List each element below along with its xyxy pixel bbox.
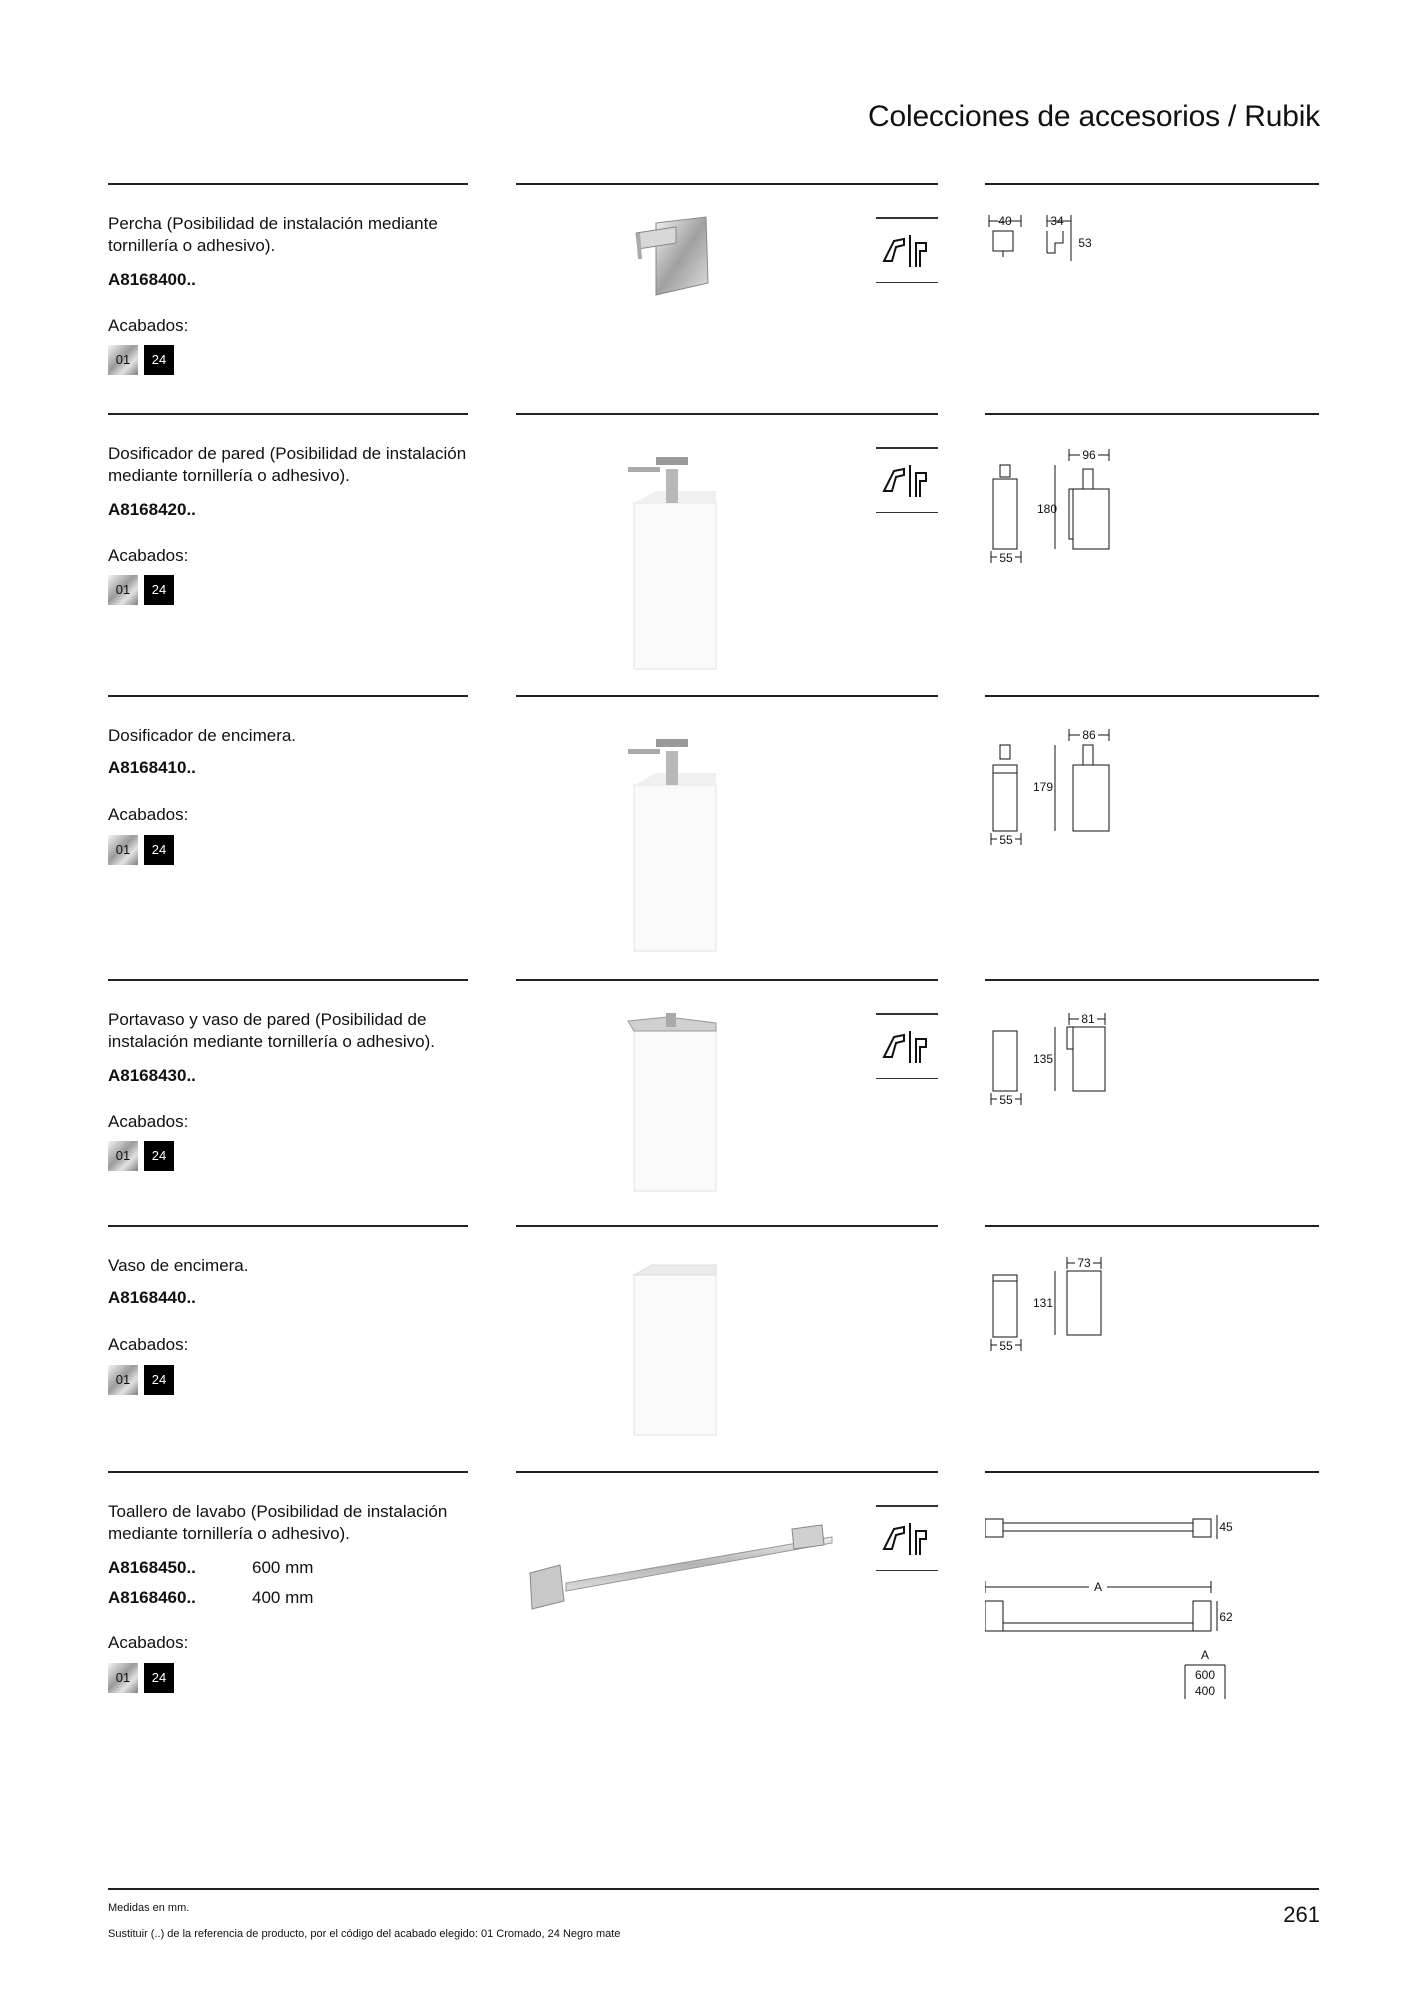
dimension-table-value: 400 [1194,1684,1216,1698]
dimension-drawing-portavaso-pared [985,1009,1155,1119]
install-icon-block [876,447,938,513]
row-divider [516,1225,938,1227]
screw-adhesive-install-icon [880,1027,936,1067]
footer-note-units: Medidas en mm. [108,1902,190,1914]
finish-swatch-black: 24 [144,835,174,865]
row-divider [985,413,1319,415]
row-divider [516,183,938,185]
row-divider [108,183,468,185]
dimension-drawing-toallero [985,1501,1235,1701]
install-icon-block [876,1505,938,1571]
product-photo-toallero [516,1501,852,1641]
product-code: A8168460.. [108,1588,196,1607]
product-row-percha [0,183,1414,413]
dimension-drawing-dosificador-pared [985,443,1155,583]
product-row-portavaso-pared [0,979,1414,1225]
product-size: 400 mm [252,1588,314,1607]
finishes-label: Acabados: [108,1335,189,1354]
row-divider [985,979,1319,981]
product-description: Vaso de encimera. [108,1256,249,1275]
dimension-label: 55 [999,1093,1013,1107]
dimension-label: 73 [1077,1256,1091,1270]
product-row-vaso-encimera [0,1225,1414,1471]
product-codes [108,1553,313,1613]
row-divider [108,695,468,697]
dimension-drawing-vaso-encimera [985,1255,1155,1365]
screw-adhesive-install-icon [880,461,936,501]
finish-swatch-chrome: 01 [108,1141,138,1171]
dimension-label: 55 [999,1339,1013,1353]
product-description: Dosificador de encimera. [108,726,297,745]
dimension-label: 55 [999,833,1013,847]
finish-swatches [108,1365,174,1395]
footer-divider [108,1888,1319,1890]
install-icon-block [876,217,938,283]
finishes-label: Acabados: [108,1112,189,1131]
dimension-label: 179 [1032,780,1054,794]
product-codes [108,265,252,295]
dimension-label: 81 [1081,1012,1095,1026]
finish-swatches [108,345,174,375]
finish-swatch-black: 24 [144,1141,174,1171]
finish-swatch-chrome: 01 [108,1365,138,1395]
product-row-toallero-lavabo [0,1471,1414,1711]
dimension-label: 180 [1036,502,1058,516]
finish-swatch-black: 24 [144,345,174,375]
product-photo-dosificador-encimera [516,725,852,955]
product-code: A8168440.. [108,1288,196,1307]
finish-swatches [108,835,174,865]
finish-swatches [108,575,174,605]
product-codes [108,495,252,525]
dimension-label: 53 [1078,236,1092,250]
product-photo-portavaso-pared [516,1009,852,1199]
finishes-label: Acabados: [108,546,189,565]
product-description: Portavaso y vaso de pared (Posibilidad de instalación mediante tornillería o adhesivo). [108,1010,435,1051]
dimension-table-header: A [1200,1648,1210,1662]
screw-adhesive-install-icon [880,1519,936,1559]
finish-swatch-black: 24 [144,1365,174,1395]
dimension-label: 34 [1050,214,1064,228]
product-code: A8168420.. [108,500,196,519]
dimension-label: A [1093,1580,1103,1594]
finish-swatch-black: 24 [144,1663,174,1693]
row-divider [108,1471,468,1473]
row-divider [985,1225,1319,1227]
finish-swatch-chrome: 01 [108,1663,138,1693]
dimension-label: 96 [1082,448,1096,462]
product-codes [108,1283,252,1313]
product-codes [108,1061,252,1091]
product-code: A8168400.. [108,270,196,289]
finish-swatch-chrome: 01 [108,575,138,605]
product-code: A8168410.. [108,758,196,777]
finishes-label: Acabados: [108,1633,189,1652]
row-divider [108,413,468,415]
product-size: 600 mm [252,1558,314,1577]
page-title: Colecciones de accesorios / Rubik [868,100,1320,133]
row-divider [985,183,1319,185]
product-code: A8168450.. [108,1558,196,1577]
dimension-label: 62 [1219,1610,1233,1624]
row-divider [108,1225,468,1227]
dimension-label: 40 [998,214,1012,228]
product-photo-dosificador-pared [516,443,852,673]
dimension-table-value: 600 [1194,1668,1216,1682]
dimension-label: 45 [1219,1520,1233,1534]
row-divider [516,695,938,697]
product-description: Toallero de lavabo (Posibilidad de instalación mediante tornillería o adhesivo). [108,1502,448,1543]
footer-note-finish: Sustituir (..) de la referencia de producto, por el código del acabado elegido: 01 Cromado, 24 Negro mate [108,1928,621,1940]
dimension-label: 86 [1082,728,1096,742]
finish-swatches [108,1663,174,1693]
finish-swatch-chrome: 01 [108,835,138,865]
dimension-label: 55 [999,551,1013,565]
row-divider [985,695,1319,697]
product-description: Percha (Posibilidad de instalación mediante tornillería o adhesivo). [108,214,438,255]
dimension-drawing-dosificador-encimera [985,725,1155,865]
dimension-drawing-percha [985,213,1135,303]
product-photo-vaso-encimera [516,1255,852,1445]
product-row-dosificador-encimera [0,695,1414,979]
screw-adhesive-install-icon [880,231,936,271]
finishes-label: Acabados: [108,316,189,335]
install-icon-block [876,1013,938,1079]
product-description: Dosificador de pared (Posibilidad de instalación mediante tornillería o adhesivo). [108,444,467,485]
row-divider [516,1471,938,1473]
product-code: A8168430.. [108,1066,196,1085]
finish-swatches [108,1141,174,1171]
finish-swatch-chrome: 01 [108,345,138,375]
row-divider [108,979,468,981]
row-divider [516,413,938,415]
finish-swatch-black: 24 [144,575,174,605]
row-divider [516,979,938,981]
product-codes [108,753,252,783]
page-number: 261 [1283,1902,1320,1927]
dimension-label: 135 [1032,1052,1054,1066]
product-row-dosificador-pared [0,413,1414,695]
dimension-label: 131 [1032,1296,1054,1310]
product-photo-percha [516,203,852,403]
finishes-label: Acabados: [108,805,189,824]
row-divider [985,1471,1319,1473]
